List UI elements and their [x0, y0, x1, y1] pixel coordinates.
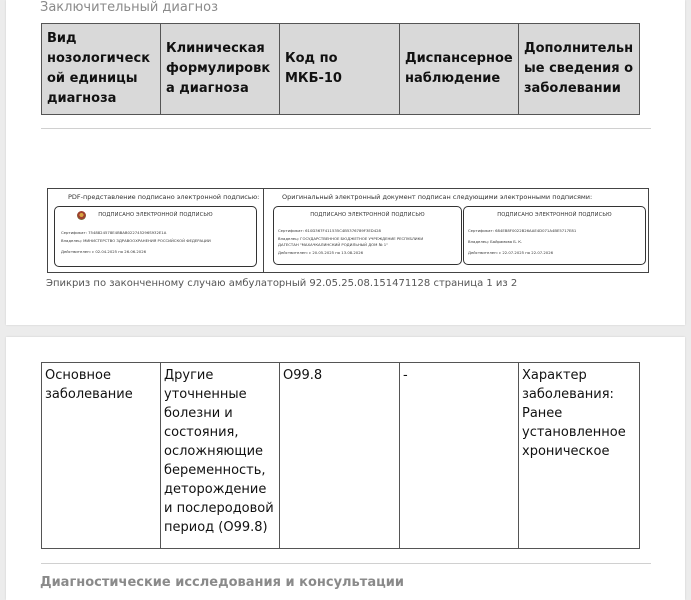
cell-additional: Характер заболевания: Ранее установленное хроническое: [519, 363, 640, 549]
column-header-formulation: Клиническая формулировка диагноза: [161, 24, 280, 115]
divider-line: [41, 128, 651, 129]
stamp-certificate: Сертификат: 684EB8F0022B26AAE4D071A4BE5717E81: [468, 228, 577, 233]
cell-dispensary: -: [400, 363, 519, 549]
stamp-validity: Действителен: с 02.04.2025 по 26.06.2026: [61, 249, 147, 254]
cell-formulation: Другие уточненные болезни и состояния, осложняющие беременность, деторождение и послеродовой период (O99.8): [161, 363, 280, 549]
column-header-dispensary: Диспансерное наблюдение: [400, 24, 519, 115]
signature-stamp-ministry: [54, 206, 257, 267]
section-title-final-diagnosis: Заключительный диагноз: [40, 0, 219, 15]
stamp-title: ПОДПИСАНО ЭЛЕКТРОННОЙ ПОДПИСЬЮ: [497, 212, 612, 218]
signature-stamp-maternity-hospital: [273, 206, 462, 265]
table-row: [42, 363, 640, 549]
column-header-icd-code: Код по МКБ-10: [280, 24, 400, 115]
stamp-title: ПОДПИСАНО ЭЛЕКТРОННОЙ ПОДПИСЬЮ: [98, 212, 213, 218]
diagnosis-table-body: [41, 362, 640, 549]
original-signature-caption: Оригинальный электронный документ подписан следующими электронными подписями:: [282, 193, 593, 201]
signature-divider: [263, 189, 264, 272]
section-title-diagnostics: Диагностические исследования и консультации: [40, 575, 404, 590]
diagnosis-table-header: [41, 23, 640, 115]
signature-stamp-doctor: [463, 206, 646, 265]
cell-kind: Основное заболевание: [42, 363, 161, 549]
stamp-title: ПОДПИСАНО ЭЛЕКТРОННОЙ ПОДПИСЬЮ: [310, 212, 425, 218]
table-header-row: [42, 24, 640, 115]
stamp-certificate: Сертификат: 7548824578E4BBAB022745296S932E1A: [61, 230, 167, 235]
stamp-validity: Действителен: с 22.07.2025 по 22.07.2026: [468, 250, 554, 255]
stamp-owner: Владелец: Байрамова Б. К.: [468, 239, 523, 244]
column-header-kind: Вид нозологической единицы диагноза: [42, 24, 161, 115]
stamp-certificate: Сертификат: 610D367F411535C4B5376789F3ED428: [278, 228, 381, 233]
pdf-signature-caption: PDF-представление подписано электронной подписью:: [68, 193, 260, 201]
stamp-owner-continued: ДАГЕСТАН "МАХАЧКАЛИНСКИЙ РОДИЛЬНЫЙ ДОМ № 1": [278, 242, 388, 247]
electronic-signature-block: [47, 188, 649, 273]
document-page-1: [6, 0, 685, 325]
divider-line: [41, 563, 651, 564]
stamp-owner: Владелец: МИНИСТЕРСТВО ЗДРАВООХРАНЕНИЯ РОССИЙСКОЙ ФЕДЕРАЦИИ: [61, 238, 211, 243]
page-footer: Эпикриз по законченному случаю амбулаторный 92.05.25.08.151471128 страница 1 из 2: [46, 278, 518, 289]
cell-icd-code: O99.8: [280, 363, 400, 549]
stamp-validity: Действителен: с 20.05.2025 по 13.08.2026: [278, 250, 364, 255]
stamp-owner: Владелец: ГОСУДАРСТВЕННОЕ БЮДЖЕТНОЕ УЧРЕЖДЕНИЕ РЕСПУБЛИКИ: [278, 236, 424, 241]
document-page-2: [6, 337, 685, 600]
column-header-additional: Дополнительные сведения о заболевании: [519, 24, 640, 115]
